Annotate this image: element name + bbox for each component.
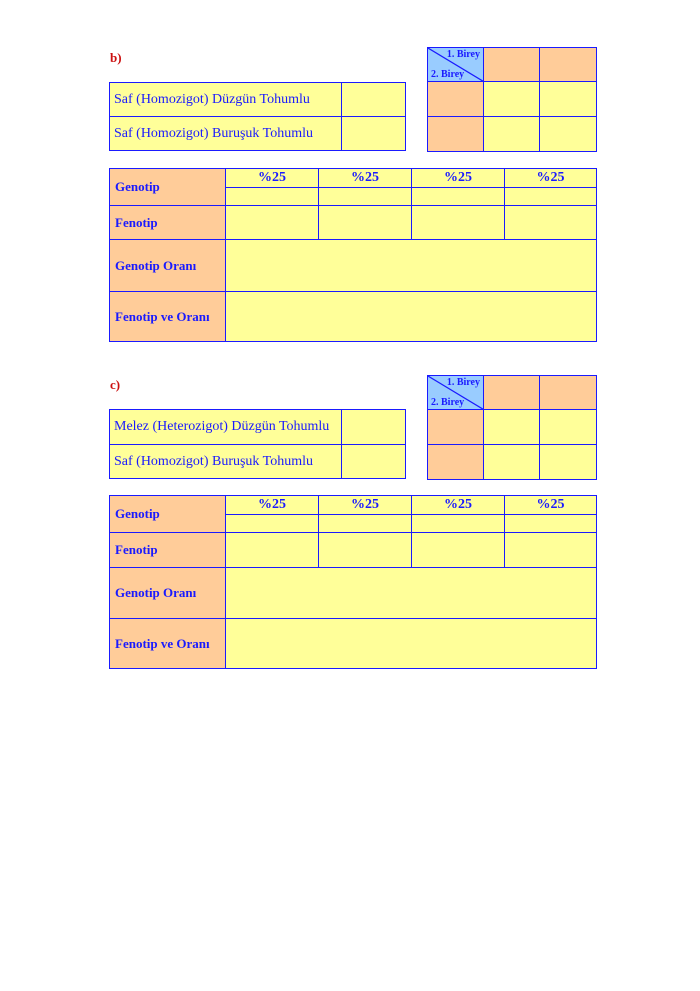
section-label: c) [110,377,121,392]
corner-bottom-label: 2. Birey [431,397,465,408]
fenotip-input[interactable] [504,532,597,568]
fenotip-input[interactable] [225,532,319,568]
percent-label: %25 [225,168,319,188]
punnett-gamete-1b[interactable] [539,375,597,410]
genotip-orani-input[interactable] [225,567,597,619]
percent-label: %25 [504,168,597,188]
section-label: b) [110,50,122,65]
punnett-gamete-2b[interactable] [427,444,485,480]
fenotip-ve-orani-input[interactable] [225,291,597,342]
genotip-input[interactable] [225,514,319,533]
punnett-cell[interactable] [539,81,597,117]
corner-top-label: 1. Birey [446,49,480,60]
genotip-input[interactable] [318,514,412,533]
punnett-cell[interactable] [483,409,541,445]
fenotip-input[interactable] [504,205,597,240]
punnett-gamete-2a[interactable] [427,81,485,117]
percent-label: %25 [504,495,597,515]
parent-1-label: Saf (Homozigot) Düzgün Tohumlu [109,82,343,117]
parent-2-label: Saf (Homozigot) Buruşuk Tohumlu [109,444,343,479]
percent-label: %25 [411,168,505,188]
genotip-label: Genotip [109,495,227,533]
parent-1-genotype-input[interactable] [341,409,406,445]
genotip-input[interactable] [225,187,319,206]
punnett-cell[interactable] [483,444,541,480]
percent-label: %25 [318,495,412,515]
genotip-orani-input[interactable] [225,239,597,292]
fenotip-input[interactable] [318,532,412,568]
punnett-gamete-1a[interactable] [483,47,541,82]
genotip-input[interactable] [504,514,597,533]
genotip-input[interactable] [411,514,505,533]
fenotip-ve-orani-input[interactable] [225,618,597,669]
punnett-cell[interactable] [539,116,597,152]
genotip-input[interactable] [318,187,412,206]
parent-2-genotype-input[interactable] [341,444,406,479]
fenotip-ve-orani-label: Fenotip ve Oranı [109,618,227,669]
corner-top-label: 1. Birey [446,377,480,388]
parent-2-genotype-input[interactable] [341,116,406,151]
fenotip-label: Fenotip [109,532,227,568]
punnett-gamete-1b[interactable] [539,47,597,82]
percent-label: %25 [318,168,412,188]
punnett-gamete-2a[interactable] [427,409,485,445]
punnett-cell[interactable] [539,444,597,480]
percent-label: %25 [411,495,505,515]
genotip-label: Genotip [109,168,227,206]
fenotip-input[interactable] [411,205,505,240]
corner-bottom-label: 2. Birey [431,69,465,80]
fenotip-ve-orani-label: Fenotip ve Oranı [109,291,227,342]
parent-2-label: Saf (Homozigot) Buruşuk Tohumlu [109,116,343,151]
percent-label: %25 [225,495,319,515]
punnett-cell[interactable] [483,81,541,117]
genotip-input[interactable] [411,187,505,206]
parent-1-label: Melez (Heterozigot) Düzgün Tohumlu [109,409,343,445]
fenotip-input[interactable] [411,532,505,568]
punnett-cell[interactable] [539,409,597,445]
genotip-orani-label: Genotip Oranı [109,239,227,292]
fenotip-input[interactable] [225,205,319,240]
fenotip-label: Fenotip [109,205,227,240]
genotip-input[interactable] [504,187,597,206]
punnett-corner [427,47,485,82]
parent-1-genotype-input[interactable] [341,82,406,117]
punnett-gamete-2b[interactable] [427,116,485,152]
punnett-cell[interactable] [483,116,541,152]
fenotip-input[interactable] [318,205,412,240]
genotip-orani-label: Genotip Oranı [109,567,227,619]
punnett-corner [427,375,485,410]
punnett-gamete-1a[interactable] [483,375,541,410]
